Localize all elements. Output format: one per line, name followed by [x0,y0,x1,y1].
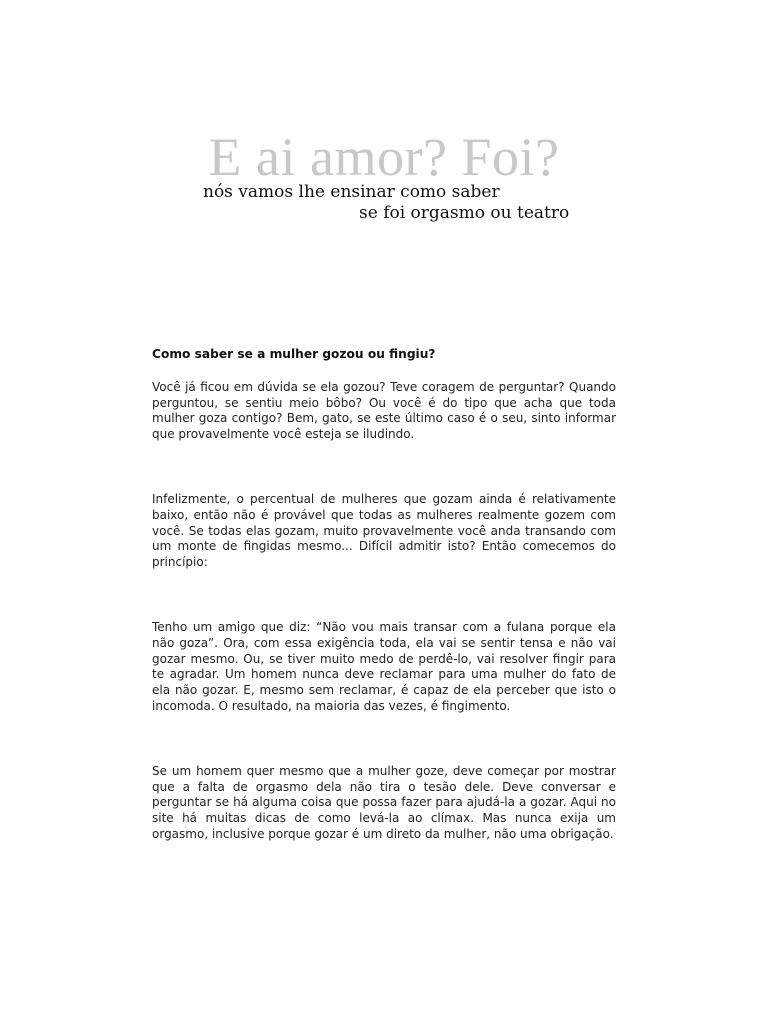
paragraph-3: Tenho um amigo que diz: “Não vou mais transar com a fulana porque ela não goza”. Ora, com essa exigência toda, ela vai se sentir tensa e não vai gozar mesmo. Ou, se tiver muito medo de perdê-lo, vai resolver fingir para te agradar. Um homem nunca deve reclamar para uma mulher do fato de ela não gozar. E, mesmo sem reclamar, é capaz de ela perceber que isto o incomoda. O resultado, na maioria das vezes, é fingimento. [152,619,616,713]
article-heading: Como saber se a mulher gozou ou fingiu? [152,347,436,361]
page-title: E ai amor? Foi? [208,127,560,187]
paragraph-1: Você já ficou em dúvida se ela gozou? Teve coragem de perguntar? Quando perguntou, se sentiu meio bôbo? Ou você é do tipo que acha que toda mulher goza contigo? Bem, gato, se este último caso é o seu, sinto informar que provavelmente você esteja se iludindo. [152,379,616,442]
paragraph-4: Se um homem quer mesmo que a mulher goze, deve começar por mostrar que a falta de orgasmo dela não tira o tesão dele. Deve conversar e perguntar se há alguma coisa que possa fazer para ajudá-la a gozar. Aqui no site há muitas dicas de como levá-la ao clímax. Mas nunca exija um orgasmo, inclusive porque gozar é um direto da mulher, não uma obrigação. [152,763,616,841]
paragraph-2: Infelizmente, o percentual de mulheres que gozam ainda é relativamente baixo, então não é provável que todas as mulheres realmente gozem com você. Se todas elas gozam, muito provavelmente você anda transando com um monte de fingidas mesmo... Difícil admitir isto? Então comecemos do princípio: [152,491,616,570]
subtitle-line-2: se foi orgasmo ou teatro [359,203,570,223]
article-body [152,347,616,843]
subtitle-line-1: nós vamos lhe ensinar como saber [203,182,500,202]
